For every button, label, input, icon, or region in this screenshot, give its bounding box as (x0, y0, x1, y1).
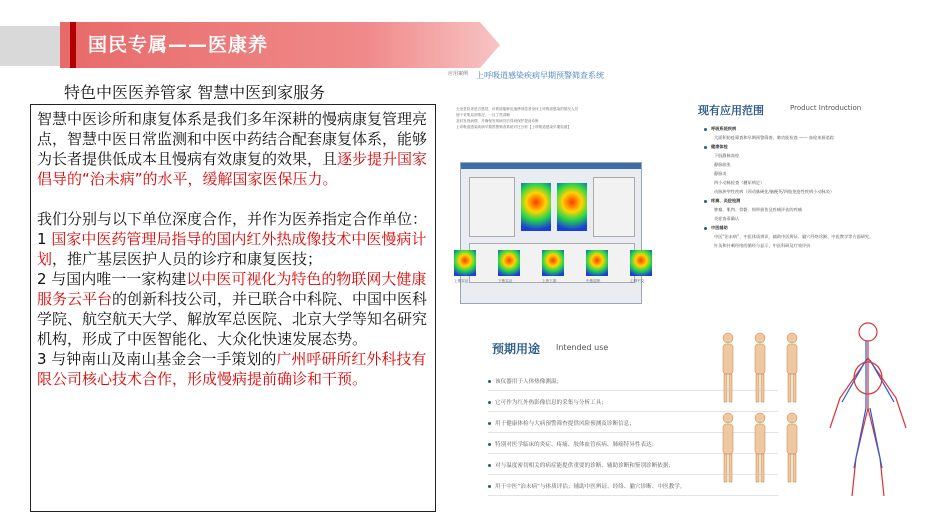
bullet-dot (488, 443, 491, 446)
section-item: 肿瘤、肌肉、骨骼、韧带损伤及疼痛评估的疼痛 (714, 207, 802, 212)
bullet-dot (704, 200, 707, 203)
use-item-text: 对与温度密切相关的病症能提供重要的诊断、辅助诊断和鉴别诊断依据； (495, 463, 675, 469)
screenshot-bullet: 上呼吸道感染疾病早期预警筛查系统对比分析【上呼吸道感染早期检测】 (456, 125, 571, 129)
section-item: 大面积防疫筛查和早期预警筛查、肺功能检查 —— 血栓来源追踪 (714, 135, 834, 140)
thermal-image (521, 183, 551, 231)
thermal-label: 下焦实证 (498, 279, 513, 283)
item1-text: ，推广基层医护人员的诊疗和康复医技； (52, 250, 323, 268)
section-heading (704, 142, 924, 151)
bullet-dot (704, 227, 707, 230)
use-item-text: 特别对医学临床的炎症、疼痛、肢体血管疾病、肺癌特异性表达； (495, 442, 658, 448)
thermal-image (454, 250, 476, 276)
bullet-dot (488, 464, 491, 467)
bullet-dot (488, 485, 491, 488)
banner-accent-bar (70, 22, 76, 68)
item2-highlight: 以中医可视化为特色的物联网大健康服务云平台 (37, 270, 427, 308)
item2-prefix: 2 与国内唯一一家构建 (37, 270, 187, 288)
screenshot-bullet: 及时发现病情，并确保发现病员后得到保护提前诊断 (456, 119, 539, 123)
chart-area (593, 177, 635, 237)
bullet-dot (488, 401, 491, 404)
section-item: 静脉炎 (714, 171, 727, 176)
circulation-figure (830, 323, 906, 496)
intended-use-title-en: Intended use (556, 343, 609, 352)
section-item: 中医“治未病”、中医体质辨识、辅助中医辨证、腧穴经络诊断、中医教学等方面研究。 (714, 234, 874, 239)
intro-text: 智慧中医诊所和康复体系是我们多年深耕的慢病康复管理亮点，智慧中医日常监测和中医中药结合配套康复体系，能够为长者提供低成本且慢病有效康复的效果，且 (37, 110, 428, 168)
applications-panel (690, 96, 930, 316)
meridian-small-figures (723, 333, 797, 482)
thermal-image (557, 183, 587, 231)
thermal-label: 心肾不交 (630, 279, 645, 283)
section-heading-text: 疼痛、炎症检测 (711, 198, 741, 203)
section-item: 四小动脉检查（糖尿病足） (714, 180, 765, 185)
item1-highlight: 国家中医药管理局指导的国内红外热成像技术中医慢病计划 (37, 230, 427, 268)
use-item-text: 用于健康体检与大病预警筛查提供风险预测及诊断信息； (495, 421, 635, 427)
thermal-image (542, 250, 564, 276)
screenshot-bullet: 便于采集局部情况，一目了然清晰 (456, 113, 510, 117)
section-heading-text: 中医辅助 (711, 225, 728, 230)
thermal-image (586, 250, 608, 276)
section-item: 动脉狭窄性疾病（颈动脉硬化/脑梗死/四肢免疫性疾病小动脉炎） (714, 189, 835, 194)
partner-item-1 (37, 229, 429, 269)
use-item-text: 它可作为红外热影像信息的采集与分析工具； (495, 400, 607, 406)
screenshot-title: 上呼吸道感染疾病早期预警筛查系统 (476, 71, 604, 80)
thermal-label: 上热下寒 (542, 279, 557, 283)
bullet-dot (704, 146, 707, 149)
intended-use-title: 预期用途 (492, 342, 541, 356)
body-figure-illustration (700, 318, 930, 498)
page-subtitle: 特色中医医养管家 智慧中医到家服务 (64, 83, 326, 102)
section-item: 针灸和针刺经络的循经与显示，中医科研及疗效评价 (714, 243, 811, 248)
use-item-text: 该仪器用于人体热像测温； (495, 379, 563, 385)
partners-intro: 我们分别与以下单位深度合作，并作为医养指定合作单位： (37, 210, 428, 228)
page-title: 国民专属——医康养 (88, 34, 269, 56)
bullet-dot (488, 422, 491, 425)
applications-list (704, 124, 924, 250)
window-titlebar (461, 163, 641, 169)
screenshot-bullet: 无论是检查是否感冒，该系统能够迅速辨别患者身体上呼吸道感染的情况人员 (456, 107, 579, 111)
section-heading-text: 健康体检 (711, 144, 728, 149)
thermal-label: 上焦实证 (454, 279, 469, 283)
intro-highlight: 逐步提升国家倡导的“治未病”的水平，缓解国家医保压力。 (37, 150, 428, 188)
partner-item-3 (37, 349, 429, 389)
screening-system-screenshot (448, 62, 670, 300)
item1-prefix: 1 (37, 230, 52, 248)
item3-highlight: 广州呼研所红外科技有限公司核心技术合作，形成慢病提前确诊和干预。 (37, 350, 427, 388)
section-heading (704, 196, 924, 205)
screenshot-bullets (456, 106, 646, 130)
item2-text: 的创新科技公司，并已联合中科院、中国中医科学院、航空航天大学、解放军总医院、北京大学等知名研究机构，形成了中医智能化、大众化快速发展态势。 (37, 290, 428, 348)
use-item-text: 用于中医“治未病”与体质评估；辅助中医辨证、经络、腧穴诊断、中医教学。 (495, 484, 686, 490)
screenshot-header (448, 70, 670, 86)
section-item: 静脉曲张 (714, 162, 731, 167)
thermal-label: 中焦湿热 (586, 279, 601, 283)
thermal-image (498, 250, 520, 276)
description-box (30, 104, 436, 512)
section-heading-text: 呼吸系统疾病 (711, 126, 737, 131)
bullet-dot (704, 128, 707, 131)
applications-title-en: Product Introduction (790, 104, 862, 112)
section-heading (704, 223, 924, 232)
bullet-dot (488, 380, 491, 383)
patient-photo (469, 177, 515, 237)
section-heading (704, 124, 924, 133)
screenshot-tag: 应用案例 (448, 71, 469, 77)
banner-gray-block (0, 26, 60, 66)
item3-prefix: 3 与钟南山及南山基金会一手策划的 (37, 350, 277, 368)
thermal-image (630, 250, 652, 276)
partner-item-2 (37, 269, 429, 349)
intro-paragraph (37, 109, 429, 189)
applications-title: 现有应用范围 (698, 104, 764, 117)
section-item: 下肢静脉血栓 (714, 153, 740, 158)
section-item: 炎症查看确认 (714, 216, 740, 221)
